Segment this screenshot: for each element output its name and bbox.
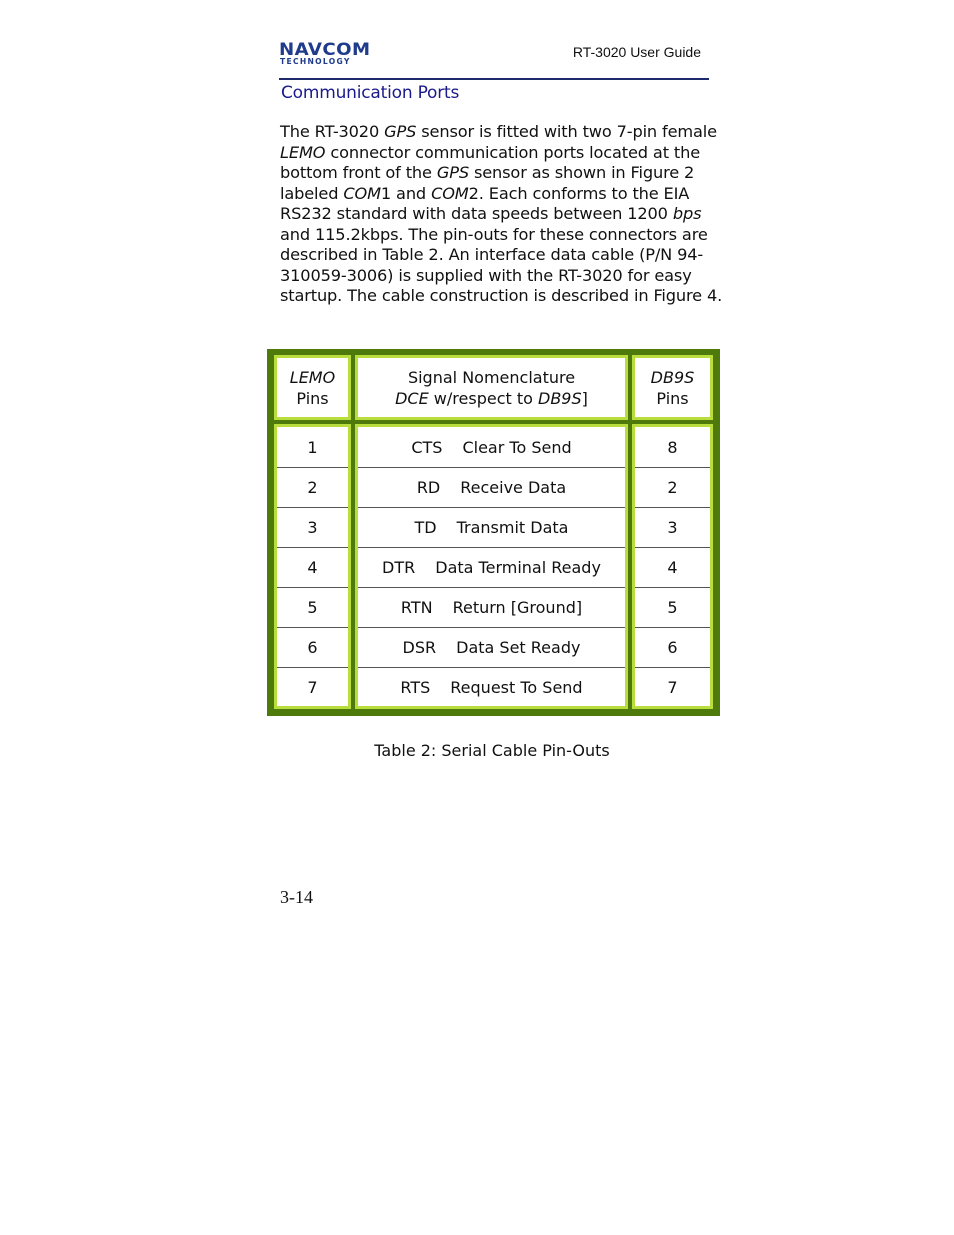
signal-cell	[358, 587, 625, 627]
lemo-pin-cell: 5	[277, 587, 348, 627]
signal-description: Request To Send	[450, 678, 583, 697]
signal-description: Clear To Send	[462, 437, 572, 457]
text-run: RS232 standard with data speeds between 1200	[280, 204, 673, 223]
signal-cell	[358, 627, 625, 667]
navcom-logo	[279, 42, 401, 66]
italic-term: COM	[343, 183, 381, 203]
lemo-pin-cell: 6	[277, 627, 348, 667]
header-text: DB9S	[650, 367, 695, 387]
paragraph-line: 310059-3006) is supplied with the RT-3020 for easy	[280, 265, 692, 285]
text-run: ]	[581, 388, 588, 408]
text-run: sensor as shown in Figure 2	[468, 163, 695, 182]
page-number: 3-14	[280, 887, 313, 907]
body-paragraph	[280, 122, 723, 307]
db9s-pin-cell: 8	[667, 437, 678, 457]
header-signal-nomenclature	[355, 355, 628, 420]
text-run: bottom front of the	[280, 163, 437, 182]
signal-code: TD	[414, 518, 437, 537]
italic-term: COM	[431, 183, 469, 203]
signal-code: RTS	[400, 678, 431, 697]
table-caption: Table 2: Serial Cable Pin-Outs	[374, 741, 610, 760]
header-db9s-pins	[632, 355, 713, 420]
header-text: Pins	[296, 388, 329, 408]
signal-code: DSR	[402, 638, 437, 657]
text-run: 2. Each conforms to the EIA	[468, 183, 690, 203]
column-lemo-pins	[274, 424, 351, 709]
text-run: The RT-3020	[280, 122, 385, 141]
text-run: connector communication ports located at the	[325, 142, 701, 162]
paragraph-line: startup. The cable construction is described in Figure 4.	[280, 286, 723, 305]
signal-description: Return [Ground]	[452, 598, 583, 617]
italic-term: DCE	[395, 388, 429, 408]
db9s-pin-cell: 2	[635, 467, 710, 507]
header-text	[395, 388, 588, 409]
signal-cell	[358, 427, 625, 467]
signal-cell	[358, 507, 625, 547]
italic-term: DB9S	[538, 388, 582, 408]
db9s-pin-cell: 3	[635, 507, 710, 547]
logo-wordmark: NAVCOM	[279, 40, 371, 59]
signal-description: Data Set Ready	[456, 638, 581, 657]
lemo-pin-cell: 3	[277, 507, 348, 547]
header-text: LEMO	[289, 367, 336, 387]
signal-cell	[358, 467, 625, 507]
header-lemo-pins	[274, 355, 351, 420]
signal-cell	[358, 547, 625, 587]
italic-term: GPS	[384, 122, 417, 141]
text-run: labeled	[280, 183, 344, 203]
paragraph-line: and 115.2kbps. The pin-outs for these connectors are	[280, 224, 708, 244]
db9s-pin-cell: 7	[635, 667, 710, 707]
column-signal	[355, 424, 628, 709]
signal-code: DTR	[382, 558, 416, 577]
text-run: w/respect to	[428, 388, 538, 408]
db9s-pin-cell: 6	[635, 627, 710, 667]
document-title: RT-3020 User Guide	[572, 44, 701, 60]
signal-description: Receive Data	[460, 478, 567, 497]
lemo-pin-cell: 1	[307, 437, 318, 457]
column-db9s-pins	[632, 424, 713, 709]
header-text: Pins	[656, 388, 689, 408]
paragraph-line	[280, 143, 710, 164]
signal-cell	[358, 667, 625, 707]
signal-code: RTN	[400, 598, 433, 617]
signal-description: Transmit Data	[456, 518, 569, 537]
header-text: Signal Nomenclature	[407, 367, 576, 387]
lemo-pin-cell: 4	[277, 547, 348, 587]
signal-code: CTS	[411, 437, 443, 457]
paragraph-line	[280, 204, 710, 225]
db9s-pin-cell: 4	[635, 547, 710, 587]
italic-term: LEMO	[280, 142, 326, 162]
signal-code: RD	[416, 478, 441, 497]
lemo-pin-cell: 2	[277, 467, 348, 507]
paragraph-line	[280, 184, 710, 205]
italic-term: GPS	[436, 163, 469, 182]
header-rule	[279, 78, 709, 80]
signal-description: Data Terminal Ready	[435, 558, 601, 577]
italic-term: bps	[672, 204, 702, 223]
text-run: 1 and	[380, 183, 432, 203]
logo-subtitle: TECHNOLOGY	[280, 57, 351, 66]
paragraph-line: described in Table 2. An interface data cable (P/N 94-	[280, 245, 704, 264]
text-run: sensor is fitted with two 7-pin female	[416, 122, 717, 141]
section-heading: Communication Ports	[281, 83, 460, 103]
db9s-pin-cell: 5	[635, 587, 710, 627]
pinout-table	[267, 349, 720, 716]
paragraph-line	[280, 122, 717, 143]
paragraph-line	[280, 163, 710, 184]
lemo-pin-cell: 7	[277, 667, 348, 707]
